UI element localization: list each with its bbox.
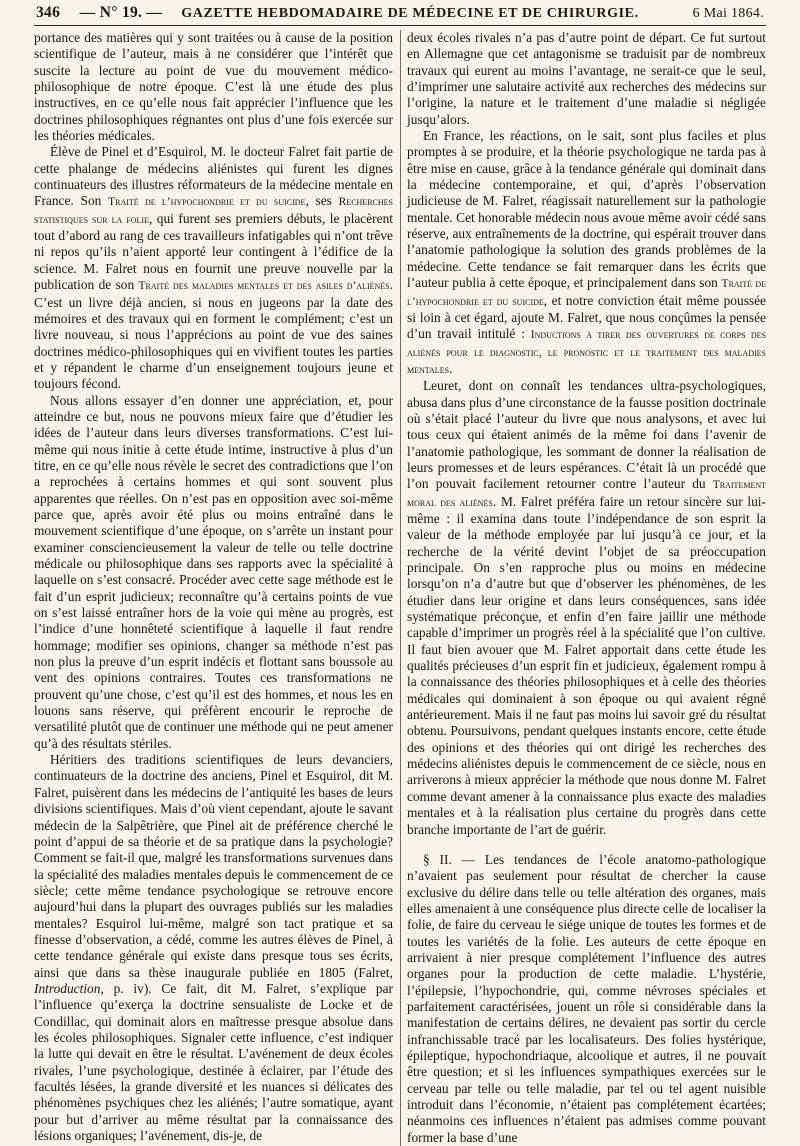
paragraph: portance des matières qui y sont traitées ou à cause de la position scientifique de l’auteur, mais à ne considérer que l’intérêt que suscite la lecture au point de vue du mouvement médico-philosophique de notre époque. C’est là une étude des plus instructives, en ce qu’elle nous fait apprécier l’influence que les doctrines philosophiques régnantes ont plus d’une fois exercée sur les théories médicales. bbox=[34, 30, 393, 144]
journal-title: GAZETTE HEBDOMADAIRE DE MÉDECINE ET DE CHIRURGIE. bbox=[181, 6, 639, 21]
issue-number: — N° 19. — bbox=[79, 4, 163, 21]
book-title: Traité de l’hypochondrie et du suicide bbox=[108, 196, 306, 209]
paragraph: deux écoles rivales n’a pas d’autre point de départ. Ce fut surtout en Allemagne que cet antagonisme se traduisit par de nombreux travaux qui eurent au moins l’avantage, ne serait-ce que le seul, d’imprimer une salutaire activité aux recherches des médecins sur l’origine, la nature et le traitement d’une maladie si négligée jusqu’alors. bbox=[407, 30, 766, 127]
text-run: , et notre conviction était même poussée si loin à cet égard, ajoute M. Falret, que nous conçûmes la pensée d’un travail intitulé : bbox=[407, 292, 766, 342]
text-run: Leuret, dont on connaît les tendances ultra-psychologiques, abusa dans plus d’une circonstance de la fausse position doctrinale où s’était placé l’auteur du livre que nous analysons, et avec lui tous ceux qui étaient animés de la même foi dans l’avenir de l’anatomie pathologique, les sommant de donner la réalisation de leurs promesses et de leurs espérances. C’était là un procédé que l’on pouvait facilement retourner contre l’auteur du bbox=[407, 378, 766, 492]
issue-date: 6 Mai 1864. bbox=[692, 6, 764, 21]
right-column bbox=[407, 30, 766, 1146]
book-title: Inductions à tirer des ouvertures de corps des aliénés pour le diagnostic, le pronostic et le traitement des maladies mentales bbox=[407, 329, 766, 376]
page-number: 346 bbox=[36, 4, 61, 21]
text-run: En France, les réactions, on le sait, sont plus faciles et plus promptes à se produire, et la théorie psychologique ne tarda pas à être mise en cause, grâce à la tendance générale qui dominait dans la médecine contemporaine, et qui, d’après l’observation judicieuse de M. Falret, réagissait naturellement sur la pathologie mentale. Cet honorable médecin nous avoue même avoir cédé sans réserve, aux entraînements de la doctrine, qui espérait trouver dans l’anatomie pathologique la solution des grands problèmes de la médecine. Cette tendance se fait remarquer dans les écrits que l’auteur publia à cette époque, et principalement dans son bbox=[407, 128, 766, 291]
text-run: . bbox=[449, 360, 453, 376]
reference: Introduction bbox=[34, 980, 101, 996]
text-run: Héritiers des traditions scientifiques de leurs devanciers, continuateurs de la doctrine des anciens, Pinel et Esquirol, dit M. Falret, puisèrent dans les médecins de l’antiquité les bases de leurs divisions scientifiques. Mais d’où vient cependant, ajoute le savant médecin de la Salpêtrière, que Pinel ait de préférence cherché le point d’appui de sa théorie et de sa pratique dans la psychologie? Comment se fait-il que, malgré les transformations survenues dans la spécialité des maladies mentales depuis le commencement de ce siècle; cette même tendance psychologique se retrouve encore aujourd’hui dans la plupart des ouvrages publiés sur les maladies mentales? Esquirol lui-même, malgré son tact pratique et sa finesse d’observation, a cédé, comme les autres élèves de Pinel, à cette tendance générale qui existe dans presque tous ses écrits, ainsi que dans sa thèse inaugurale publiée en 1805 (Falret, bbox=[34, 752, 393, 980]
text-run: , ses bbox=[305, 193, 339, 209]
paragraph bbox=[407, 128, 766, 378]
text-run: , p. iv). Ce fait, dit M. Falret, s’explique par l’influence qu’exerça la doctrine sensualiste de Locke et de Condillac, qui dominait alors en maîtresse presque absolue dans les écoles philosophiques. Signaler cette influence, c’est indiquer la lutte qui devait en être le résultat. L’avénement de deux écoles rivales, l’une psychologique, destinée à éclairer, par l’étude des facultés lésées, la grande diversité et les nuances si délicates des phénomènes psychiques chez les aliénés; l’autre somatique, ayant pour but d’arriver au même résultat par la connaissance des lésions organiques; l’avénement, dis-je, de bbox=[34, 980, 393, 1144]
paragraph bbox=[407, 378, 766, 838]
book-title: Traitement moral des aliénés bbox=[407, 479, 766, 509]
section-paragraph: § II. — Les tendances de l’école anatomo-pathologique n’avaient pas seulement pour résultat de chercher la cause exclusive du délire dans telle ou telle altération des organes, mais elles amenaient à une conséquence plus directe celle de localiser la folie, de faire du cerveau le siége unique de toutes les formes et de toutes les variétés de la folie. Les auteurs de cette époque en arrivaient à nier presque complétement l’influence des autres organes pour la production de cette maladie. L’hystérie, l’épilepsie, l’hypochondrie, qui, comme névroses spéciales et parfaitement caractérisées, jouent un rôle si considérable dans la manifestation de certains délires, ne devaient pas sortir du cercle infranchissable tracé par les localisateurs. Des folies hystérique, épileptique, hypochondriaque, alcoolique et autres, il ne pouvait être question; et si les influences sympathiques exercées sur le cerveau par telle ou telle maladie, par tel ou tel agent nuisible introduit dans l’économie, n’étaient pas complétement écartées; néanmoins ces influences n’étaient pas admises comme pouvant former la base d’une bbox=[407, 851, 766, 1145]
article-columns bbox=[34, 30, 766, 1146]
book-title: Traité de l’hypochondrie et du suicide bbox=[407, 278, 766, 308]
paragraph bbox=[34, 752, 393, 1144]
text-run: . C’est un livre déjà ancien, si nous en jugeons par la date des mémoires et des travaux qui en forment le complément; c’est un livre nouveau, si nous l’apprécions au point de vue des saines doctrines médico-philosophiques qui en vivifient toutes les parties et y répandent le charme d’un enseignement toujours jeune et toujours fécond. bbox=[34, 277, 393, 392]
paragraph: Nous allons essayer d’en donner une appréciation, et, pour atteindre ce but, nous ne pouvons mieux faire que d’étudier les idées de l’auteur dans leurs diverses transformations. C’est lui-même qui nous initie à cette étude intime, instructive à plus d’un titre, en ce qu’elle nous révèle le secret des contradictions que l’on a reprochées à certains hommes et qui sont souvent plus apparentes que réelles. On n’est pas en opposition avec soi-même parce que, après avoir été plus ou moins entraîné dans le mouvement scientifique d’une époque, on s’arrête un instant pour examiner consciencieusement la valeur de telle ou telle doctrine médicale ou philosophique dans ses rapports avec la spécialité à laquelle on s’est consacré. Procéder avec cette sage méthode est le fait d’un esprit judicieux; reconnaître qu’à certains points de vue on s’est laissé entraîner hors de la voie qui mène au progrès, est l’indice d’une honnêteté scientifique à laquelle il faut rendre hommage; modifier ses opinions, changer sa méthode n’est pas non plus la preuve d’un esprit indécis et flottant sans boussole au vent des opinions contraires. Toutes ces transformations ne prouvent qu’une chose, c’est qu’il est des hommes, et nous les en louons sans réserve, qui préfèrent encourir le reproche de versatilité plutôt que de continuer une méthode qui ne peut amener qu’à des résultats stériles. bbox=[34, 392, 393, 751]
paragraph bbox=[34, 144, 393, 392]
text-run: Élève de Pinel et d’Esquirol, M. le docteur Falret fait partie de cette phalange de médecins aliénistes qui furent les dignes continuateurs des illustres réformateurs de la médecine mentale en France. Son bbox=[34, 144, 393, 209]
left-column bbox=[34, 30, 393, 1146]
text-run: . M. Falret préféra faire un retour sincère sur lui-même : il examina dans toute l’indépendance de son esprit la valeur de la méthode employée par lui jusqu’à ce jour, et la recherche de la vérité devint l’objet de sa préoccupation principale. On s’en rapproche plus ou moins en médecine lorsqu’on n’a d’autre but que d’observer les phénomènes, de les étudier dans leur origine et dans leurs conséquences, sans idée systématique préconçue, et enfin d’en faire jaillir une méthode capable d’imprimer un progrès réel à la spécialité que l’on cultive. Il faut bien avouer que M. Falret apportait dans cette étude les qualités précieuses d’un esprit fin et judicieux, également rompu à la connaissance des théories philosophiques et à celle des théories médicales qui dominaient à son époque ou qui avaient régné antérieurement. Mais il ne faut pas moins lui savoir gré du résultat obtenu. Poursuivons, pendant quelques instants encore, cette étude des opinions et des théories qui ont dirigé les recherches des médecins aliénistes depuis le commencement de ce siècle, nous en arriverons à mieux apprécier la méthode que nous donne M. Falret comme devant amener à la connaissance plus exacte des maladies mentales et à la réalisation plus certaine du progrès dans cette branche importante de l’art de guérir. bbox=[407, 493, 766, 837]
text-run: , qui furent ses premiers débuts, le placèrent tout d’abord au rang de ces travailleurs infatigables qui n’ont trêve ni repos qu’ils n’aient apporté leur contingent à l’édifice de la science. M. Falret nous en fournit une preuve nouvelle par la publication de son bbox=[34, 210, 393, 293]
book-title: Recherches statistiques sur la folie bbox=[34, 196, 393, 226]
page-header bbox=[34, 4, 766, 26]
book-title: Traité des maladies mentales et des asiles d’aliénés bbox=[138, 280, 390, 293]
